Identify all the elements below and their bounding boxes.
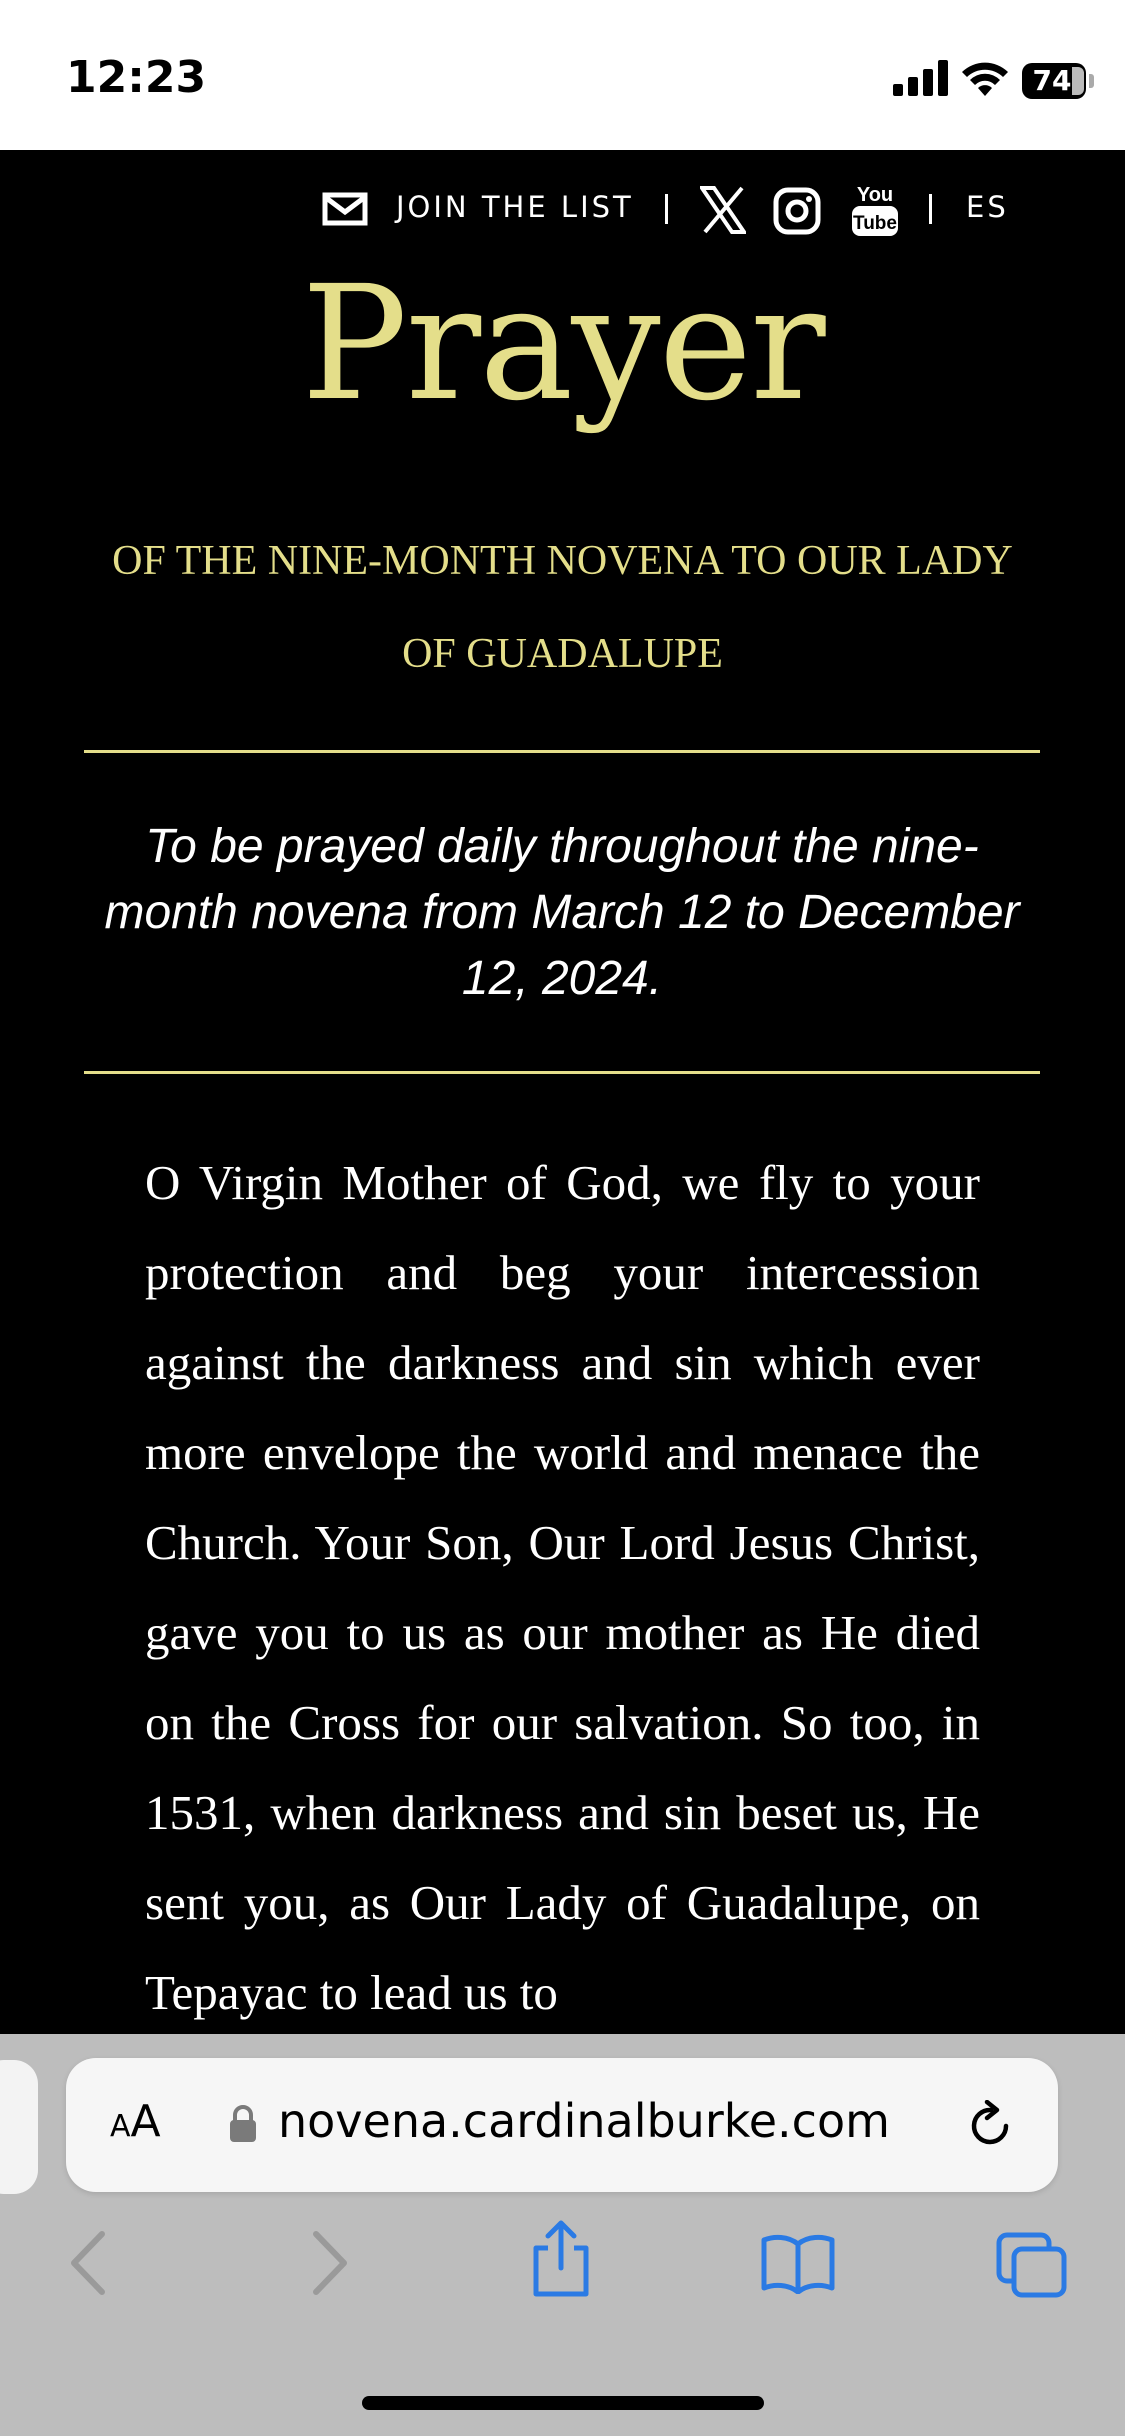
battery-level: 74 (1032, 64, 1072, 97)
x-icon[interactable] (700, 186, 746, 234)
tabs-icon[interactable] (996, 2232, 1068, 2298)
back-icon[interactable] (66, 2230, 110, 2296)
lock-icon (228, 2104, 258, 2144)
address-bar[interactable] (66, 2058, 1058, 2192)
prayer-text: O Virgin Mother of God, we fly to your protection and beg your intercession against the darkness and sin which ever more envelope the world and menace the Church. Your Son, Our Lord Jesus Christ, gave you to us as our mother as He died on the Cross for our salvation. So too, in 1531, when darkness and sin beset us, He sent you, as Our Lady of Guadalupe, on Tepayac to lead us to (145, 1155, 980, 2020)
mail-icon[interactable] (322, 192, 368, 226)
nav-separator (665, 194, 668, 224)
instagram-icon[interactable] (773, 187, 821, 235)
wifi-icon (960, 58, 1010, 98)
forward-icon[interactable] (308, 2230, 352, 2296)
youtube-icon[interactable] (850, 180, 900, 238)
divider-bottom (84, 1071, 1040, 1074)
join-the-list-link[interactable]: JOIN THE LIST (396, 190, 634, 224)
browser-toolbar (0, 2034, 1125, 2436)
signal-icon (893, 60, 949, 96)
svg-text:Tube: Tube (853, 213, 897, 234)
previous-tab-preview[interactable] (0, 2060, 38, 2194)
language-toggle-es[interactable]: ES (966, 190, 1009, 224)
page-subtitle: OF THE NINE-MONTH NOVENA TO OUR LADY OF GUADALUPE (112, 538, 1013, 677)
svg-text:You: You (856, 184, 894, 206)
instruction-text: To be prayed daily throughout the nine-month novena from March 12 to December 12, 2024. (104, 820, 1020, 1005)
url-text[interactable]: novena.cardinalburke.com (278, 2094, 890, 2148)
divider-top (84, 750, 1040, 753)
home-indicator[interactable] (362, 2396, 764, 2410)
reader-settings-button[interactable]: AA (110, 2096, 161, 2147)
reload-icon[interactable] (966, 2100, 1016, 2152)
battery-icon (1022, 63, 1086, 99)
top-nav (0, 180, 1125, 240)
status-bar (0, 0, 1125, 150)
share-icon[interactable] (530, 2220, 592, 2298)
page-title: Prayer (301, 252, 824, 436)
bookmarks-icon[interactable] (760, 2234, 836, 2294)
status-time: 12:23 (66, 52, 207, 103)
nav-separator (929, 194, 932, 224)
